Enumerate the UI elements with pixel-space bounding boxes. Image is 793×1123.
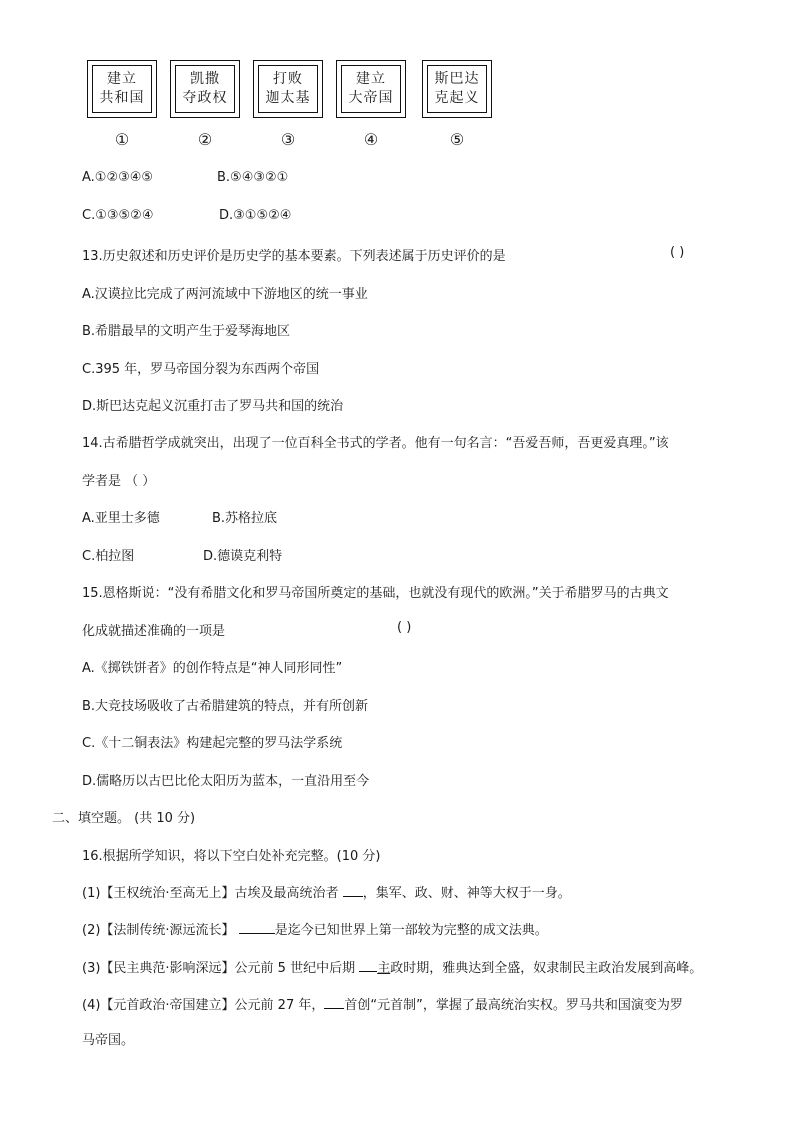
q15-option-b[interactable]: B.大竞技场吸收了古希腊建筑的特点，并有所创新 [82, 699, 369, 714]
event-box-5 [422, 60, 492, 118]
q16-sub1 [82, 882, 571, 901]
event-box-text: 打败 迦太基 [265, 71, 311, 106]
q16-sub1-text-b: ，集军、政、财、神等大权于一身。 [362, 886, 571, 901]
q12-option-b[interactable]: B.⑤④③②① [217, 170, 289, 185]
q14-option-a[interactable]: A.亚里士多德 [82, 511, 160, 526]
q14-stem-line2: 学者是 （ ） [82, 474, 156, 489]
q13-option-a[interactable]: A.汉谟拉比完成了两河流域中下游地区的统一事业 [82, 287, 368, 302]
q15-answer-paren: ( ) [397, 620, 412, 635]
q15-stem-line1: 15.恩格斯说：“没有希腊文化和罗马帝国所奠定的基础，也就没有现代的欧洲。”关于希腊罗马的古典文 [82, 586, 669, 601]
q14-option-b[interactable]: B.苏格拉底 [212, 511, 278, 526]
q13-option-b[interactable]: B.希腊最早的文明产生于爱琴海地区 [82, 324, 291, 339]
q15-option-a[interactable]: A.《掷铁饼者》的创作特点是“神人同形同性” [82, 661, 343, 676]
event-box-text: 凯撒 夺政权 [182, 71, 228, 106]
q16-sub1-text-a: (1)【王权统治·至高无上】古埃及最高统治者 [82, 886, 339, 901]
q14-stem-line1: 14.古希腊哲学成就突出，出现了一位百科全书式的学者。他有一句名言：“吾爱吾师，吾更爱真理。”该 [82, 436, 669, 451]
q13-option-c[interactable]: C.395 年，罗马帝国分裂为东西两个帝国 [82, 362, 320, 377]
q16-sub2 [82, 919, 548, 938]
q16-sub4-text-a: (4)【元首政治·帝国建立】公元前 27 年， [82, 998, 325, 1013]
q16-sub3-text-c: 政时期，雅典达到全盛，奴隶制民主政治发展到高峰。 [390, 961, 703, 976]
q12-option-d[interactable]: D.③①⑤②④ [219, 208, 292, 223]
q16-sub3 [82, 957, 702, 976]
q13-answer-paren: ( ) [670, 245, 685, 260]
q16-sub2-text-b: 是迄今已知世界上第一部较为完整的成文法典。 [274, 923, 548, 938]
event-box-text: 建立 共和国 [99, 71, 145, 106]
q16-sub1-blank[interactable] [343, 884, 363, 897]
q15-stem-line2: 化成就描述准确的一项是 [82, 624, 226, 639]
event-box-text: 建立 大帝国 [348, 71, 394, 106]
event-number-2: ② [197, 130, 213, 149]
q13-option-d[interactable]: D.斯巴达克起义沉重打击了罗马共和国的统治 [82, 399, 344, 414]
q16-sub2-blank[interactable] [239, 921, 275, 934]
event-box-1 [87, 60, 157, 118]
q15-option-d[interactable]: D.儒略历以古巴比伦太阳历为蓝本，一直沿用至今 [82, 774, 370, 789]
q16-sub2-text-a: (2)【法制传统·源远流长】 [82, 923, 235, 938]
q13-stem: 13.历史叙述和历史评价是历史学的基本要素。下列表述属于历史评价的是 [82, 249, 506, 264]
q14-option-d[interactable]: D.德谟克利特 [203, 549, 283, 564]
q16-stem: 16.根据所学知识，将以下空白处补充完整。(10 分) [82, 849, 381, 864]
event-box-text: 斯巴达 克起义 [434, 71, 480, 106]
q16-sub3-text-b: 主 [377, 961, 391, 976]
event-number-1: ① [114, 130, 130, 149]
q15-option-c[interactable]: C.《十二铜表法》构建起完整的罗马法学系统 [82, 736, 343, 751]
event-number-3: ③ [280, 130, 296, 149]
q12-option-c[interactable]: C.①③⑤②④ [82, 208, 154, 223]
event-number-4: ④ [363, 130, 379, 149]
section-heading-fill-in: 二、填空题。 (共 10 分) [52, 811, 196, 826]
q12-option-a[interactable]: A.①②③④⑤ [82, 170, 154, 185]
event-box-3 [253, 60, 323, 118]
q14-option-c[interactable]: C.柏拉图 [82, 549, 135, 564]
q16-sub4-line2: 马帝国。 [82, 1033, 135, 1048]
q16-sub4-text-b: 首创“元首制”，掌握了最高统治实权。罗马共和国演变为罗 [344, 998, 683, 1013]
event-box-2 [170, 60, 240, 118]
q16-sub4 [82, 994, 683, 1013]
q16-sub3-text-a: (3)【民主典范·影响深远】公元前 5 世纪中后期 [82, 961, 356, 976]
q16-sub4-blank[interactable] [324, 996, 344, 1009]
q16-sub3-blank[interactable] [359, 959, 377, 972]
event-box-4 [336, 60, 406, 118]
event-number-5: ⑤ [449, 130, 465, 149]
